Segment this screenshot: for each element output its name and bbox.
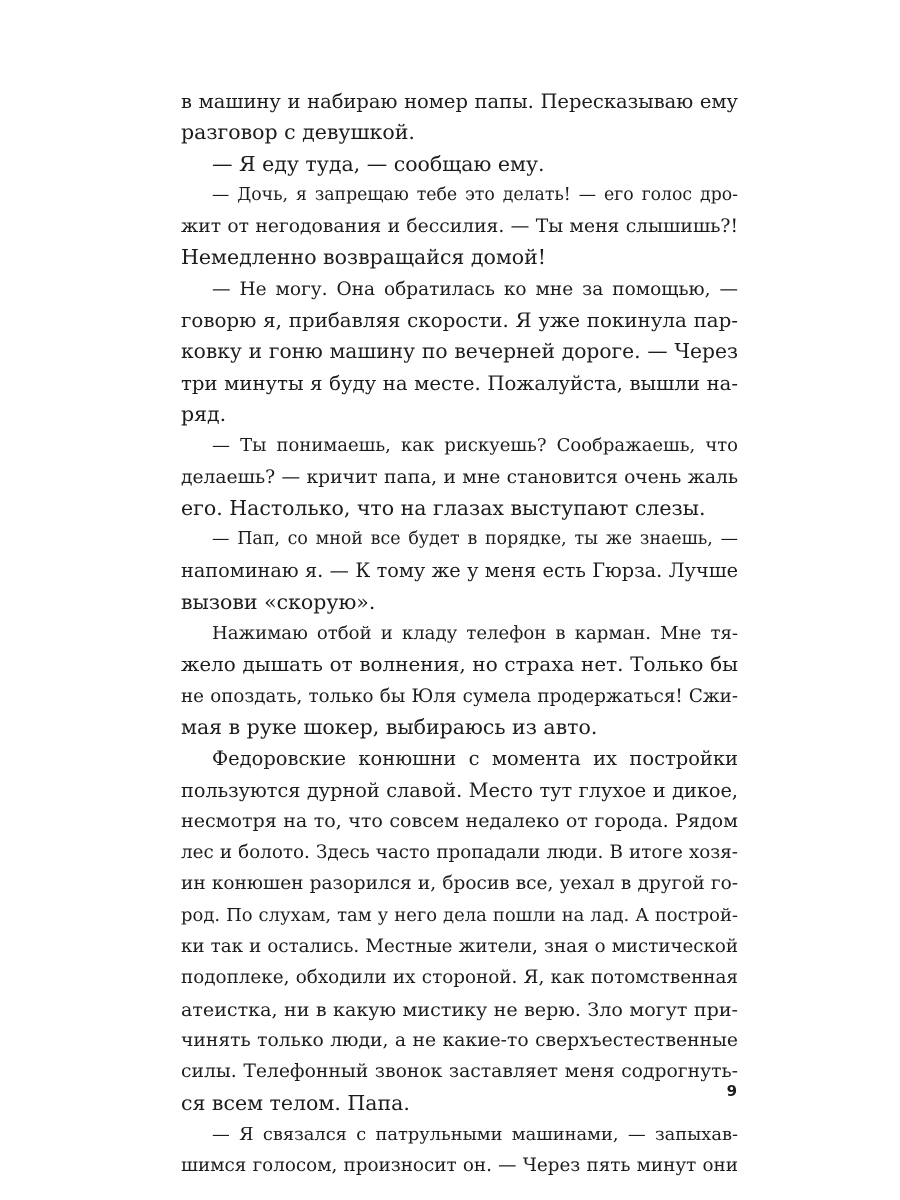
text-line: разговор с девушкой.	[181, 120, 415, 145]
text-line: лес и болото. Здесь часто пропадали люди. В итоге хозя-	[181, 842, 738, 864]
text-line: силы. Телефонный звонок заставляет меня содрогнуть-	[181, 1061, 738, 1083]
text-line: — Дочь, я запрещаю тебе это делать! — его голос дро-	[212, 184, 738, 205]
page-number: 9	[726, 1082, 737, 1100]
text-line: вызови «скорую».	[181, 589, 376, 614]
text-line: ковку и гоню машину по вечерней дороге. — Через	[181, 339, 738, 364]
text-line: чинять только люди, а не какие-то сверхъестественные	[181, 1029, 738, 1051]
text-line: род. По слухам, там у него дела пошли на лад. А построй-	[181, 904, 738, 926]
text-line: ся всем телом. Папа.	[181, 1090, 410, 1115]
text-line: — Не могу. Она обратилась ко мне за помощью, —	[212, 278, 738, 300]
text-line: Федоровские конюшни с момента их постройки	[212, 747, 738, 771]
text-line: — Пап, со мной все будет в порядке, ты же знаешь, —	[212, 529, 738, 550]
text-line: — Ты понимаешь, как рискуешь? Соображаешь, что	[212, 435, 738, 457]
text-line: пользуются дурной славой. Место тут глухое и дикое,	[181, 778, 738, 802]
text-line: — Я связался с патрульными машинами, — запыхав-	[212, 1123, 738, 1145]
text-line: несмотря на то, что совсем недалеко от города. Рядом	[181, 809, 738, 832]
text-line: жело дышать от волнения, но страха нет. Только бы	[181, 653, 738, 677]
text-line: подоплеке, обходили их стороной. Я, как потомственная	[181, 967, 738, 989]
text-line: шимся голосом, произносит он. — Через пять минут они	[181, 1155, 738, 1177]
text-line: делаешь? — кричит папа, и мне становится очень жаль	[181, 466, 738, 488]
text-line: в машину и набираю номер папы. Пересказываю ему	[181, 90, 738, 113]
text-line: не опоздать, только бы Юля сумела продержаться! Сжи-	[181, 685, 738, 707]
text-line: мая в руке шокер, выбираюсь из авто.	[181, 714, 598, 739]
body-text	[181, 86, 738, 1181]
text-line: ин конюшен разорился и, бросив все, уехал в другой го-	[181, 873, 738, 895]
text-line: напоминаю я. — К тому же у меня есть Гюрза. Лучше	[181, 559, 738, 583]
text-line: его. Настолько, что на глазах выступают слезы.	[181, 495, 706, 520]
text-line: говорю я, прибавляя скорости. Я уже покинула пар-	[181, 309, 738, 333]
text-line: ки так и остались. Местные жители, зная о мистической	[181, 936, 738, 958]
text-line: атеистка, ни в какую мистику не верю. Зло могут при-	[181, 997, 738, 1021]
text-line: ряд.	[181, 401, 227, 426]
text-line: три минуты я буду на месте. Пожалуйста, вышли на-	[181, 371, 738, 395]
text-line: жит от негодования и бессилия. — Ты меня слышишь?!	[181, 216, 738, 238]
text-line: Нажимаю отбой и кладу телефон в карман. Мне тя-	[212, 623, 738, 645]
text-line: — Я еду туда, — сообщаю ему.	[212, 151, 545, 176]
text-line: Немедленно возвращайся домой!	[181, 245, 547, 270]
